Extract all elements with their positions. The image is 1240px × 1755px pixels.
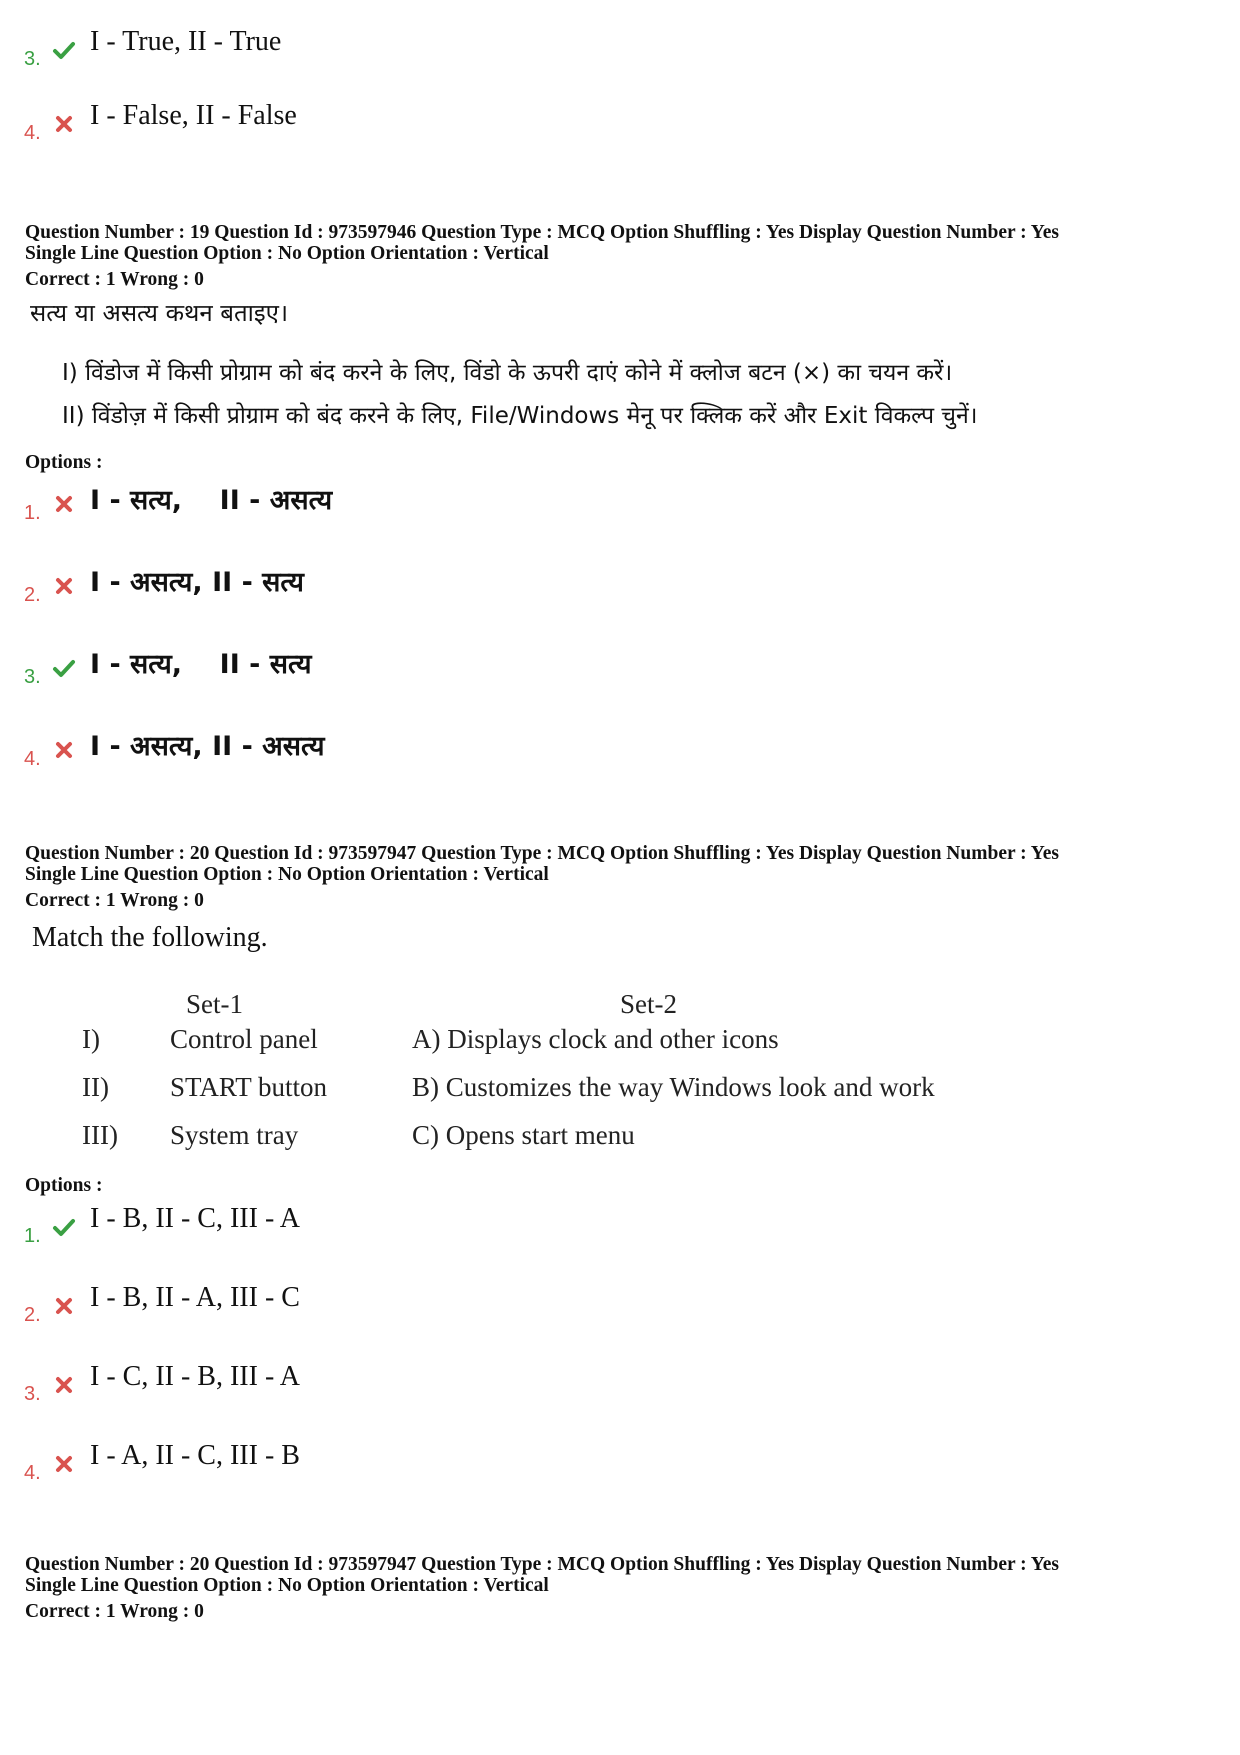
set-1-heading: Set-1 bbox=[186, 989, 243, 1019]
option-number: 3. bbox=[24, 1383, 41, 1405]
question-meta-line: Question Number : 20 Question Id : 973597947 Question Type : MCQ Option Shuffling : Yes Display Question Number : Yes bbox=[25, 1554, 1059, 1575]
statement-2: II) विंडोज़ में किसी प्रोग्राम को बंद करने के लिए, File/Windows मेनू पर क्लिक करें और Exit विकल्प चुनें। bbox=[62, 403, 978, 429]
question-stem: Match the following. bbox=[32, 922, 268, 953]
marks-line: Correct : 1 Wrong : 0 bbox=[25, 1601, 204, 1622]
question-meta-line: Question Number : 19 Question Id : 973597946 Question Type : MCQ Option Shuffling : Yes Display Question Number : Yes bbox=[25, 222, 1059, 243]
cross-icon bbox=[52, 574, 76, 598]
option-text: I - B, II - A, III - C bbox=[90, 1282, 300, 1313]
option-text: I - False, II - False bbox=[90, 100, 297, 131]
check-icon bbox=[52, 38, 76, 62]
cross-icon bbox=[52, 1452, 76, 1476]
option-text: I - सत्य, II - सत्य bbox=[90, 649, 312, 680]
question-20-header bbox=[25, 843, 1059, 911]
set-2-heading: Set-2 bbox=[620, 989, 677, 1019]
statement-1: I) विंडोज में किसी प्रोग्राम को बंद करने के लिए, विंडो के ऊपरी दाएं कोने में क्लोज बटन (×) का चयन करें। bbox=[62, 360, 953, 386]
options-label: Options : bbox=[25, 452, 103, 473]
cross-icon bbox=[52, 112, 76, 136]
option-text: I - असत्य, II - असत्य bbox=[90, 731, 325, 762]
option-number: 1. bbox=[24, 502, 41, 524]
question-19-header bbox=[25, 222, 1059, 290]
question-20-header-repeat bbox=[25, 1554, 1059, 1622]
option-text: I - True, II - True bbox=[90, 26, 282, 57]
question-meta-line: Question Number : 20 Question Id : 973597947 Question Type : MCQ Option Shuffling : Yes Display Question Number : Yes bbox=[25, 843, 1059, 864]
option-number: 4. bbox=[24, 1462, 41, 1484]
set-2-item: A) Displays clock and other icons bbox=[412, 1024, 779, 1054]
option-text: I - B, II - C, III - A bbox=[90, 1203, 300, 1234]
question-meta-line: Single Line Question Option : No Option Orientation : Vertical bbox=[25, 864, 549, 885]
marks-line: Correct : 1 Wrong : 0 bbox=[25, 890, 204, 911]
question-meta-line: Single Line Question Option : No Option Orientation : Vertical bbox=[25, 1575, 549, 1596]
row-roman: I) bbox=[82, 1024, 100, 1054]
cross-icon bbox=[52, 738, 76, 762]
option-number: 2. bbox=[24, 1304, 41, 1326]
cross-icon bbox=[52, 1294, 76, 1318]
cross-icon bbox=[52, 1373, 76, 1397]
option-number: 4. bbox=[24, 748, 41, 770]
set-2-item: C) Opens start menu bbox=[412, 1120, 635, 1150]
option-number: 3. bbox=[24, 666, 41, 688]
option-text: I - A, II - C, III - B bbox=[90, 1440, 300, 1471]
option-number: 4. bbox=[24, 122, 41, 144]
set-1-item: START button bbox=[170, 1072, 327, 1102]
option-text: I - सत्य, II - असत्य bbox=[90, 485, 333, 516]
set-1-item: System tray bbox=[170, 1120, 299, 1150]
question-meta-line: Single Line Question Option : No Option Orientation : Vertical bbox=[25, 243, 549, 264]
option-text: I - असत्य, II - सत्य bbox=[90, 567, 304, 598]
option-number: 3. bbox=[24, 48, 41, 70]
options-label: Options : bbox=[25, 1175, 103, 1196]
set-2-item: B) Customizes the way Windows look and work bbox=[412, 1072, 935, 1102]
check-icon bbox=[52, 1215, 76, 1239]
question-stem: सत्य या असत्य कथन बताइए। bbox=[30, 299, 289, 327]
row-roman: III) bbox=[82, 1120, 118, 1150]
cross-icon bbox=[52, 492, 76, 516]
check-icon bbox=[52, 656, 76, 680]
set-1-item: Control panel bbox=[170, 1024, 318, 1054]
option-text: I - C, II - B, III - A bbox=[90, 1361, 300, 1392]
option-number: 1. bbox=[24, 1225, 41, 1247]
option-number: 2. bbox=[24, 584, 41, 606]
row-roman: II) bbox=[82, 1072, 109, 1102]
marks-line: Correct : 1 Wrong : 0 bbox=[25, 269, 204, 290]
